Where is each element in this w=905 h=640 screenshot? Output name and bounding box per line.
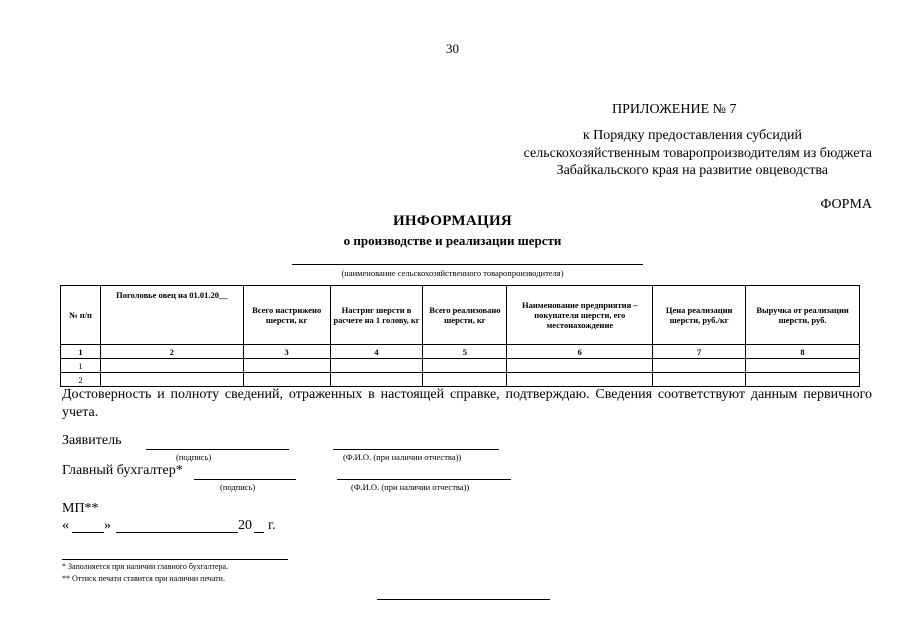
stamp-label: МП**	[62, 501, 99, 516]
header-wool-sold: Всего реализовано шерсти, кг	[423, 286, 507, 345]
header-number: № п/п	[61, 286, 101, 345]
chief-accountant-signature-line[interactable]	[194, 479, 296, 480]
producer-name-caption: (наименование сельскохозяйственного товаропроизводителя)	[341, 268, 564, 278]
date-year-prefix: 20	[238, 518, 252, 533]
table-cell[interactable]	[423, 359, 507, 373]
appendix-line-2: сельскохозяйственным товаропроизводителям из бюджета	[523, 146, 872, 161]
date-open-quote: «	[62, 518, 69, 533]
table-cell[interactable]	[100, 373, 243, 387]
row-index: 1	[61, 359, 101, 373]
table-row	[61, 373, 860, 387]
column-number: 4	[330, 345, 423, 359]
column-number: 2	[100, 345, 243, 359]
column-number: 6	[507, 345, 653, 359]
applicant-name-caption: (Ф.И.О. (при наличии отчества))	[343, 452, 462, 462]
page-number: 30	[446, 41, 459, 56]
date-day-line[interactable]	[72, 532, 104, 533]
column-number: 3	[243, 345, 330, 359]
table-cell[interactable]	[243, 359, 330, 373]
chief-accountant-name-caption: (Ф.И.О. (при наличии отчества))	[351, 482, 470, 492]
table-cell[interactable]	[243, 373, 330, 387]
table-cell[interactable]	[653, 359, 746, 373]
table-cell[interactable]	[507, 359, 653, 373]
table-cell[interactable]	[100, 359, 243, 373]
table-cell[interactable]	[746, 373, 860, 387]
row-index: 2	[61, 373, 101, 387]
header-buyer: Наименование предприятия – покупателя шерсти, его местонахождение	[507, 286, 653, 345]
table-cell[interactable]	[507, 373, 653, 387]
header-sheep-count: Поголовье овец на 01.01.20__	[100, 286, 243, 345]
document-title: ИНФОРМАЦИЯ	[392, 213, 513, 229]
date-close-quote: »	[104, 518, 111, 533]
applicant-signature-caption: (подпись)	[176, 452, 212, 462]
applicant-name-line[interactable]	[333, 449, 499, 450]
table-row	[61, 359, 860, 373]
column-number: 7	[653, 345, 746, 359]
table-cell[interactable]	[330, 373, 423, 387]
document-subtitle: о производстве и реализации шерсти	[343, 233, 562, 248]
footnote-2: ** Оттиск печати ставится при наличии печати.	[62, 574, 225, 583]
applicant-signature-line[interactable]	[146, 449, 289, 450]
header-wool-per-head: Настриг шерсти в расчете на 1 голову, кг	[330, 286, 423, 345]
form-label: ФОРМА	[820, 197, 872, 212]
appendix-title: ПРИЛОЖЕНИЕ № 7	[612, 102, 737, 117]
bottom-separator	[377, 599, 550, 600]
table-cell[interactable]	[746, 359, 860, 373]
appendix-line-3: Забайкальского края на развитие овцеводства	[556, 163, 828, 178]
producer-name-line[interactable]	[292, 264, 643, 265]
column-number: 1	[61, 345, 101, 359]
column-number: 5	[423, 345, 507, 359]
table-cell[interactable]	[653, 373, 746, 387]
chief-accountant-name-line[interactable]	[337, 479, 511, 480]
appendix-line-1: к Порядку предоставления субсидий	[582, 128, 802, 143]
date-year-line[interactable]	[254, 532, 264, 533]
footnote-separator	[62, 559, 288, 560]
applicant-label: Заявитель	[62, 433, 122, 448]
date-month-line[interactable]	[116, 532, 238, 533]
column-number: 8	[746, 345, 860, 359]
chief-accountant-signature-caption: (подпись)	[220, 482, 256, 492]
table-cell[interactable]	[330, 359, 423, 373]
header-total-wool: Всего настрижено шерсти, кг	[243, 286, 330, 345]
production-table	[60, 285, 860, 387]
column-number-row	[61, 345, 860, 359]
date-year-suffix: г.	[268, 518, 276, 533]
footnote-1: * Заполняется при наличии главного бухгалтера.	[62, 562, 229, 571]
header-price: Цена реализации шерсти, руб./кг	[653, 286, 746, 345]
confirmation-text: Достоверность и полноту сведений, отраженных в настоящей справке, подтверждаю. Сведения соответствуют данным первичного учета.	[62, 387, 872, 420]
table-cell[interactable]	[423, 373, 507, 387]
chief-accountant-label: Главный бухгалтер*	[62, 463, 183, 478]
header-revenue: Выручка от реализации шерсти, руб.	[746, 286, 860, 345]
